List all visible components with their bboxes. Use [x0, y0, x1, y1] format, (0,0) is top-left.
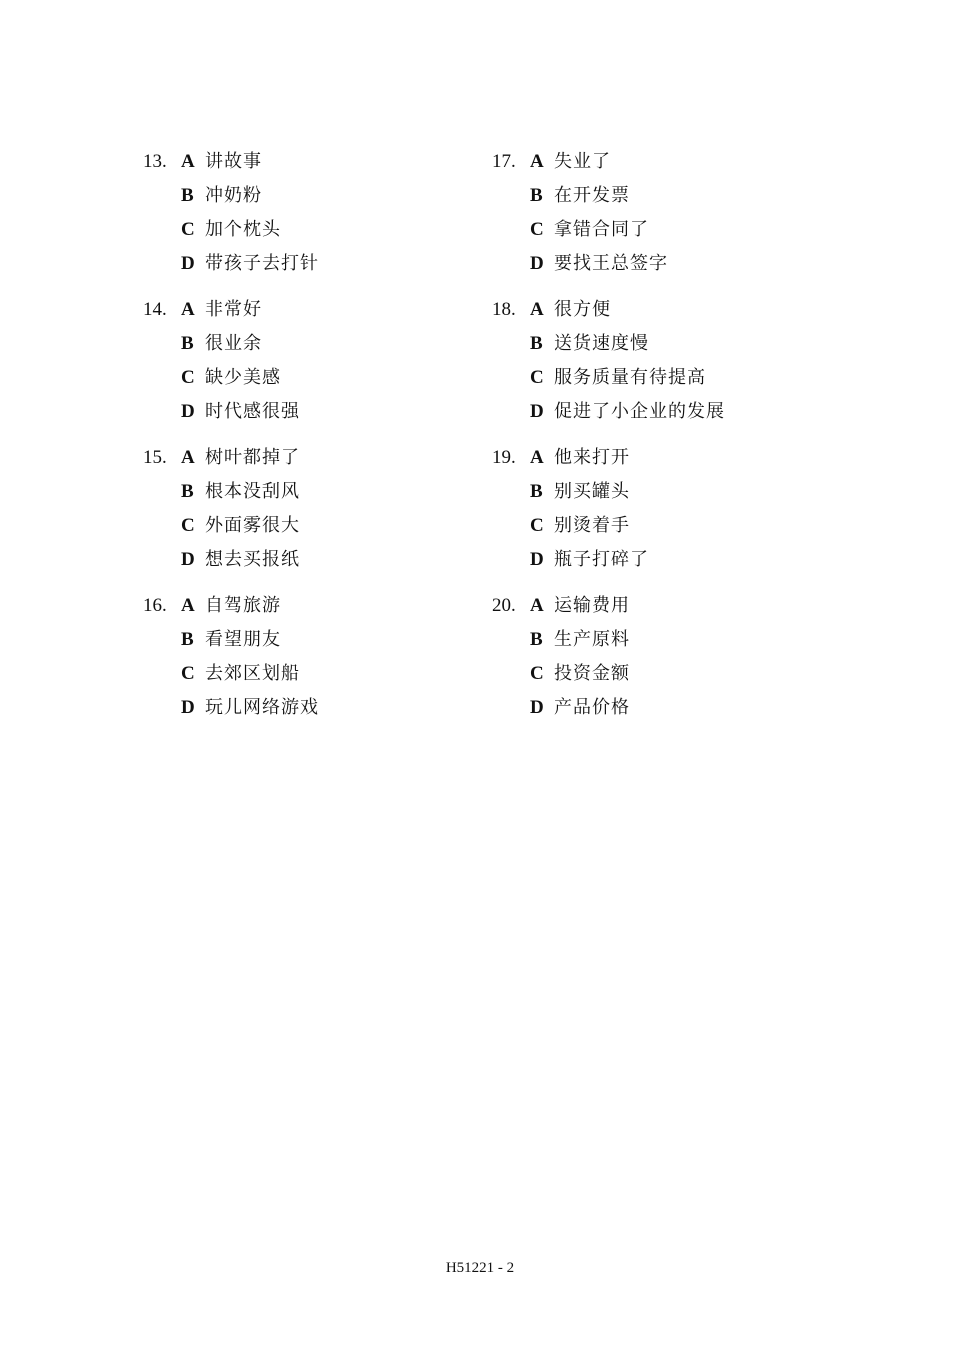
- option-d: [181, 252, 319, 276]
- option-b: [181, 184, 262, 208]
- option-text: 带孩子去打针: [205, 253, 319, 274]
- option-letter: C: [181, 367, 195, 388]
- option-a: [530, 298, 611, 322]
- option-text: 根本没刮风: [205, 481, 300, 502]
- option-b: [181, 480, 300, 504]
- option-letter: D: [530, 549, 544, 570]
- option-letter: D: [181, 697, 195, 718]
- option-text: 时代感很强: [205, 401, 300, 422]
- option-letter: C: [530, 515, 544, 536]
- option-d: [530, 548, 649, 572]
- option-letter: A: [530, 299, 544, 320]
- option-b: [530, 628, 630, 652]
- option-c: [530, 514, 630, 538]
- option-text: 树叶都掉了: [205, 447, 300, 468]
- option-text: 缺少美感: [205, 367, 281, 388]
- option-b: [181, 628, 281, 652]
- question-number: 17.: [492, 151, 516, 172]
- option-d: [181, 696, 319, 720]
- option-letter: D: [530, 697, 544, 718]
- option-c: [181, 514, 300, 538]
- option-letter: D: [530, 253, 544, 274]
- question-15: [143, 446, 483, 586]
- option-letter: C: [530, 219, 544, 240]
- option-text: 在开发票: [554, 185, 630, 206]
- question-16: [143, 594, 483, 734]
- option-a: [181, 446, 300, 470]
- option-letter: D: [530, 401, 544, 422]
- option-d: [181, 400, 300, 424]
- option-c: [530, 218, 649, 242]
- option-c: [181, 662, 300, 686]
- option-letter: D: [181, 253, 195, 274]
- option-a: [530, 150, 611, 174]
- option-text: 生产原料: [554, 629, 630, 650]
- option-text: 他来打开: [554, 447, 630, 468]
- question-13: [143, 150, 483, 290]
- option-letter: C: [181, 515, 195, 536]
- option-text: 去郊区划船: [205, 663, 300, 684]
- question-number: 13.: [143, 151, 167, 172]
- option-text: 服务质量有待提高: [554, 367, 706, 388]
- option-text: 产品价格: [554, 697, 630, 718]
- option-b: [530, 480, 630, 504]
- option-b: [530, 332, 649, 356]
- question-number: 15.: [143, 447, 167, 468]
- option-letter: A: [181, 447, 195, 468]
- option-letter: A: [530, 447, 544, 468]
- option-text: 送货速度慢: [554, 333, 649, 354]
- option-text: 别买罐头: [554, 481, 630, 502]
- option-text: 要找王总签字: [554, 253, 668, 274]
- option-letter: C: [530, 663, 544, 684]
- option-text: 运输费用: [554, 595, 630, 616]
- option-letter: B: [530, 481, 543, 502]
- option-b: [530, 184, 630, 208]
- option-letter: A: [530, 151, 544, 172]
- option-text: 很方便: [554, 299, 611, 320]
- option-text: 瓶子打碎了: [554, 549, 649, 570]
- option-letter: B: [530, 185, 543, 206]
- option-letter: A: [181, 299, 195, 320]
- option-a: [181, 594, 281, 618]
- option-text: 失业了: [554, 151, 611, 172]
- option-text: 外面雾很大: [205, 515, 300, 536]
- question-number: 14.: [143, 299, 167, 320]
- option-letter: B: [181, 185, 194, 206]
- option-letter: B: [181, 333, 194, 354]
- option-letter: A: [530, 595, 544, 616]
- option-letter: D: [181, 401, 195, 422]
- option-a: [181, 298, 262, 322]
- option-a: [181, 150, 262, 174]
- option-c: [181, 218, 281, 242]
- option-text: 冲奶粉: [205, 185, 262, 206]
- question-19: [492, 446, 832, 586]
- question-number: 20.: [492, 595, 516, 616]
- option-letter: B: [530, 629, 543, 650]
- option-letter: A: [181, 595, 195, 616]
- option-text: 想去买报纸: [205, 549, 300, 570]
- option-text: 自驾旅游: [205, 595, 281, 616]
- option-d: [530, 696, 630, 720]
- option-letter: A: [181, 151, 195, 172]
- option-text: 促进了小企业的发展: [554, 401, 725, 422]
- option-text: 非常好: [205, 299, 262, 320]
- option-text: 加个枕头: [205, 219, 281, 240]
- option-text: 讲故事: [205, 151, 262, 172]
- option-letter: C: [181, 663, 195, 684]
- option-text: 别烫着手: [554, 515, 630, 536]
- option-letter: D: [181, 549, 195, 570]
- option-text: 投资金额: [554, 663, 630, 684]
- question-20: [492, 594, 832, 734]
- option-text: 拿错合同了: [554, 219, 649, 240]
- option-d: [530, 252, 668, 276]
- option-letter: B: [530, 333, 543, 354]
- option-letter: B: [181, 481, 194, 502]
- question-number: 18.: [492, 299, 516, 320]
- option-text: 看望朋友: [205, 629, 281, 650]
- option-text: 很业余: [205, 333, 262, 354]
- question-number: 19.: [492, 447, 516, 468]
- page-footer: H51221 - 2: [445, 1260, 515, 1276]
- option-text: 玩儿网络游戏: [205, 697, 319, 718]
- question-18: [492, 298, 832, 438]
- option-d: [530, 400, 725, 424]
- option-d: [181, 548, 300, 572]
- option-b: [181, 332, 262, 356]
- question-number: 16.: [143, 595, 167, 616]
- option-c: [530, 662, 630, 686]
- question-17: [492, 150, 832, 290]
- option-a: [530, 594, 630, 618]
- question-14: [143, 298, 483, 438]
- option-letter: C: [181, 219, 195, 240]
- option-c: [530, 366, 706, 390]
- option-letter: C: [530, 367, 544, 388]
- option-a: [530, 446, 630, 470]
- option-letter: B: [181, 629, 194, 650]
- option-c: [181, 366, 281, 390]
